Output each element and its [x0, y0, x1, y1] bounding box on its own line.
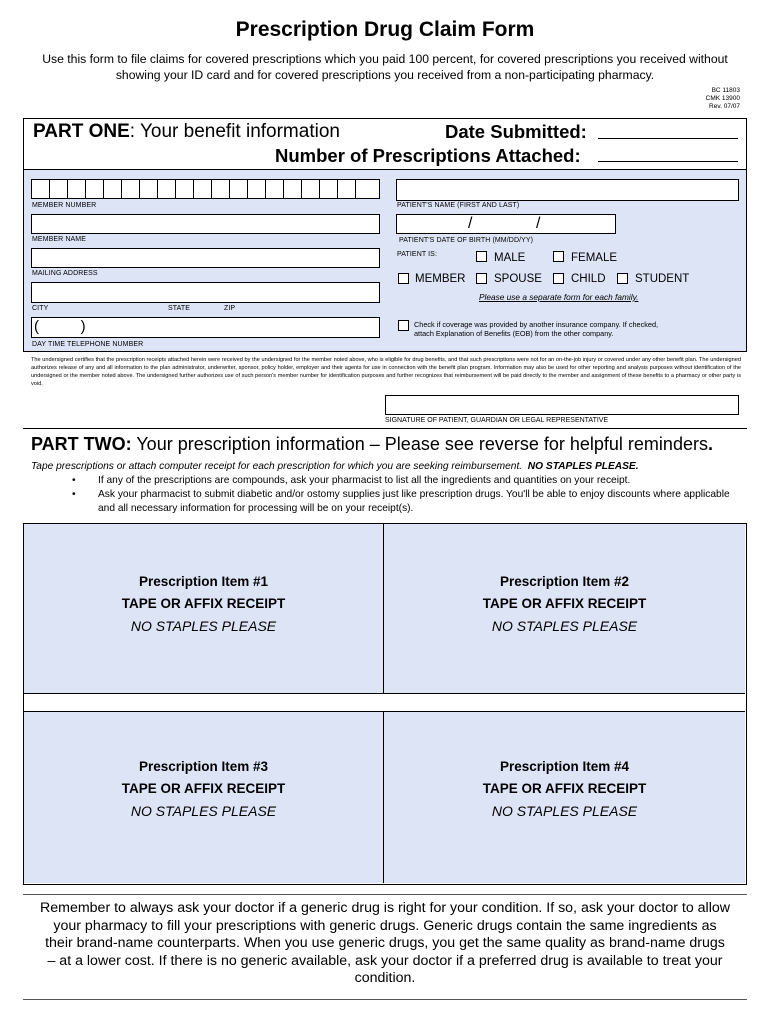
- grid-spacer: [24, 694, 745, 712]
- part-one-subtitle: : Your benefit information: [129, 121, 340, 142]
- child-label: CHILD: [571, 273, 606, 285]
- receipt-text-3: [24, 759, 383, 819]
- part-two-title: [31, 434, 713, 455]
- male-label: MALE: [494, 252, 526, 264]
- female-checkbox[interactable]: [553, 251, 564, 262]
- item-tape: TAPE OR AFFIX RECEIPT: [121, 781, 286, 796]
- tape-note: Tape prescriptions or attach computer receipt for each prescription for which you are seeking reimbursement.: [31, 461, 523, 472]
- item-tape: TAPE OR AFFIX RECEIPT: [121, 596, 286, 611]
- member-number-label: MEMBER NUMBER: [32, 202, 97, 209]
- reminder-divider-bottom: [23, 999, 747, 1000]
- receipt-area-4[interactable]: [384, 712, 745, 883]
- digit-divider: [247, 180, 248, 198]
- patient-name-input[interactable]: [396, 179, 739, 201]
- city-label: CITY: [32, 305, 49, 312]
- item-title: Prescription Item #4: [499, 759, 630, 774]
- receipt-area-2[interactable]: [384, 524, 745, 694]
- no-staples-note: NO STAPLES PLEASE.: [527, 461, 639, 472]
- patient-dob-input[interactable]: [396, 214, 616, 234]
- digit-divider: [355, 180, 356, 198]
- phone-label: DAY TIME TELEPHONE NUMBER: [32, 341, 144, 348]
- digit-divider: [157, 180, 158, 198]
- zip-label: ZIP: [224, 305, 236, 312]
- digit-divider: [211, 180, 212, 198]
- part-two-period: .: [707, 434, 713, 454]
- patient-name-label: PATIENT'S NAME (FIRST AND LAST): [397, 202, 520, 209]
- form-codes: [706, 87, 740, 111]
- digit-divider: [49, 180, 50, 198]
- generic-drug-reminder: Remember to always ask your doctor if a generic drug is right for your condition. If so, ask your doctor to allow your pharmacy to fill your prescriptions with generic drugs. Generic drugs contain the same ingredients as their brand-name counterparts. When you use generic drugs, you get the same quality as brand-name drugs – at a lower cost. If there is no generic available, ask your doctor if a preferred drug is available to treat your condition.: [40, 900, 730, 987]
- member-label: MEMBER: [415, 273, 466, 285]
- member-number-input[interactable]: [31, 179, 380, 199]
- item-note: NO STAPLES PLEASE: [491, 803, 638, 819]
- other-coverage-checkbox[interactable]: [398, 320, 409, 331]
- num-prescriptions-field[interactable]: [598, 161, 738, 162]
- female-label: FEMALE: [571, 252, 618, 264]
- receipt-text-1: [24, 574, 383, 634]
- child-checkbox[interactable]: [553, 273, 564, 284]
- form-code: CMK 13900: [705, 95, 740, 102]
- reminder-divider-top: [23, 894, 747, 895]
- item-title: Prescription Item #3: [138, 759, 269, 774]
- part-one-title: [33, 121, 340, 143]
- receipt-text-2: [384, 574, 745, 634]
- spouse-checkbox[interactable]: [476, 273, 487, 284]
- member-name-label: MEMBER NAME: [32, 236, 86, 243]
- part-one-form: [23, 170, 747, 352]
- patient-dob-label: PATIENT'S DATE OF BIRTH (MM/DD/YY): [399, 237, 534, 244]
- member-name-input[interactable]: [31, 214, 380, 234]
- bullet-icon: •: [72, 489, 76, 500]
- digit-divider: [193, 180, 194, 198]
- certification-text: The undersigned certifies that the prescription receipts attached herein were received by the undersigned for the member noted above, who is eligible for drug benefits, and that such prescriptions were not for an on-the-job injury or covered under any other benefit plan. The undersigned authorizes release of any and all information to the plan administrator, underwriter, sponsor, policy holder, employer and their agents for use in connection with the benefit plan program. Information may also be used for other reporting and analysis purposes without identification of the undersigned or the member noted above. The undersigned further authorizes use of such person's member number for identification purposes and further recognizes that reimbursement will be paid directly to the member and assignment of these benefits to a pharmacy or other party is void.: [31, 357, 741, 387]
- part-two-subtitle: Your prescription information – Please see reverse for helpful reminders: [131, 434, 708, 454]
- city-state-zip-input[interactable]: [31, 282, 380, 303]
- tape-instructions: [31, 461, 639, 472]
- digit-divider: [337, 180, 338, 198]
- mailing-address-input[interactable]: [31, 248, 380, 268]
- item-tape: TAPE OR AFFIX RECEIPT: [482, 596, 647, 611]
- signature-field[interactable]: [385, 395, 739, 415]
- item-tape: TAPE OR AFFIX RECEIPT: [482, 781, 647, 796]
- digit-divider: [283, 180, 284, 198]
- form-code: Rev. 07/07: [709, 103, 740, 110]
- part-one-label: PART ONE: [33, 121, 130, 142]
- part-two-label: PART TWO:: [31, 434, 132, 454]
- num-prescriptions-label: Number of Prescriptions Attached:: [275, 145, 581, 166]
- separate-form-note: Please use a separate form for each family.: [479, 292, 639, 302]
- phone-area-code-parens: ( ): [34, 318, 86, 335]
- part-two-divider: [23, 428, 747, 429]
- male-checkbox[interactable]: [476, 251, 487, 262]
- form-intro: Use this form to file claims for covered prescriptions which you paid 100 percent, for covered prescriptions you received without showing your ID card and for covered prescriptions you received from a non-participating pharmacy.: [42, 52, 728, 82]
- bullet-icon: •: [72, 475, 76, 486]
- item-note: NO STAPLES PLEASE: [130, 618, 277, 634]
- form-code: BC 11803: [711, 87, 740, 94]
- bullet-item: Ask your pharmacist to submit diabetic and/or ostomy supplies just like prescription drugs. You'll be able to enjoy discounts where applicable and all necessary information for processing will be on your receipt(s).: [98, 489, 730, 514]
- digit-divider: [265, 180, 266, 198]
- dob-slash: /: [536, 215, 541, 232]
- item-title: Prescription Item #2: [499, 574, 630, 589]
- dob-slash: /: [468, 215, 473, 232]
- date-submitted-label: Date Submitted:: [445, 121, 587, 142]
- digit-divider: [121, 180, 122, 198]
- phone-input[interactable]: [31, 317, 380, 338]
- patient-is-label: PATIENT IS:: [397, 251, 437, 258]
- digit-divider: [67, 180, 68, 198]
- student-label: STUDENT: [635, 273, 690, 285]
- receipt-area-1[interactable]: [24, 524, 384, 694]
- digit-divider: [85, 180, 86, 198]
- item-note: NO STAPLES PLEASE: [130, 803, 277, 819]
- signature-label: SIGNATURE OF PATIENT, GUARDIAN OR LEGAL REPRESENTATIVE: [385, 417, 609, 424]
- digit-divider: [319, 180, 320, 198]
- item-note: NO STAPLES PLEASE: [491, 618, 638, 634]
- digit-divider: [229, 180, 230, 198]
- digit-divider: [175, 180, 176, 198]
- item-title: Prescription Item #1: [138, 574, 269, 589]
- receipt-grid: [23, 523, 747, 885]
- receipt-area-3[interactable]: [24, 712, 384, 883]
- member-checkbox[interactable]: [398, 273, 409, 284]
- date-submitted-field[interactable]: [598, 138, 738, 139]
- digit-divider: [139, 180, 140, 198]
- mailing-address-label: MAILING ADDRESS: [32, 270, 98, 277]
- receipt-text-4: [384, 759, 745, 819]
- spouse-label: SPOUSE: [494, 273, 542, 285]
- other-coverage-label: Check if coverage was provided by another insurance company. If checked, attach Explanation of Benefits (EOB) from the other company.: [414, 320, 659, 338]
- digit-divider: [103, 180, 104, 198]
- bullet-item: If any of the prescriptions are compounds, ask your pharmacist to list all the ingredients and quantities on your receipt.: [98, 475, 631, 486]
- form-title: Prescription Drug Claim Form: [235, 18, 535, 41]
- student-checkbox[interactable]: [617, 273, 628, 284]
- state-label: STATE: [168, 305, 191, 312]
- digit-divider: [301, 180, 302, 198]
